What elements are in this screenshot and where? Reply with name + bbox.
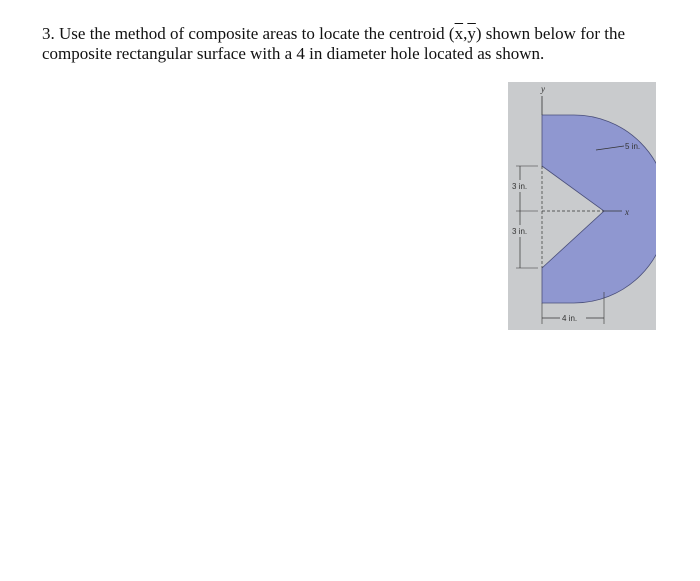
question-suffix: ) shown below for the [475,24,626,43]
upper-dimension: 3 in. [512,182,528,191]
lower-dimension: 3 in. [512,227,528,236]
question-text [42,24,662,64]
y-bar-symbol: $\overline{y}$ [467,24,476,43]
comma: , [463,24,468,43]
width-dimension: 4 in. [562,314,578,323]
x-axis-label: x [625,207,629,217]
question-line-1 [42,24,662,44]
radius-dimension: 5 in. [625,142,641,151]
figure-svg [508,82,656,330]
composite-area-figure [508,82,656,330]
x-bar-symbol: $\overline{x}$ [454,24,464,43]
question-line-2: composite rectangular surface with a 4 in diameter hole located as shown. [42,44,545,63]
y-axis-label: y [541,84,545,94]
question-prefix: 3. Use the method of composite areas to locate the centroid ( [42,24,455,43]
